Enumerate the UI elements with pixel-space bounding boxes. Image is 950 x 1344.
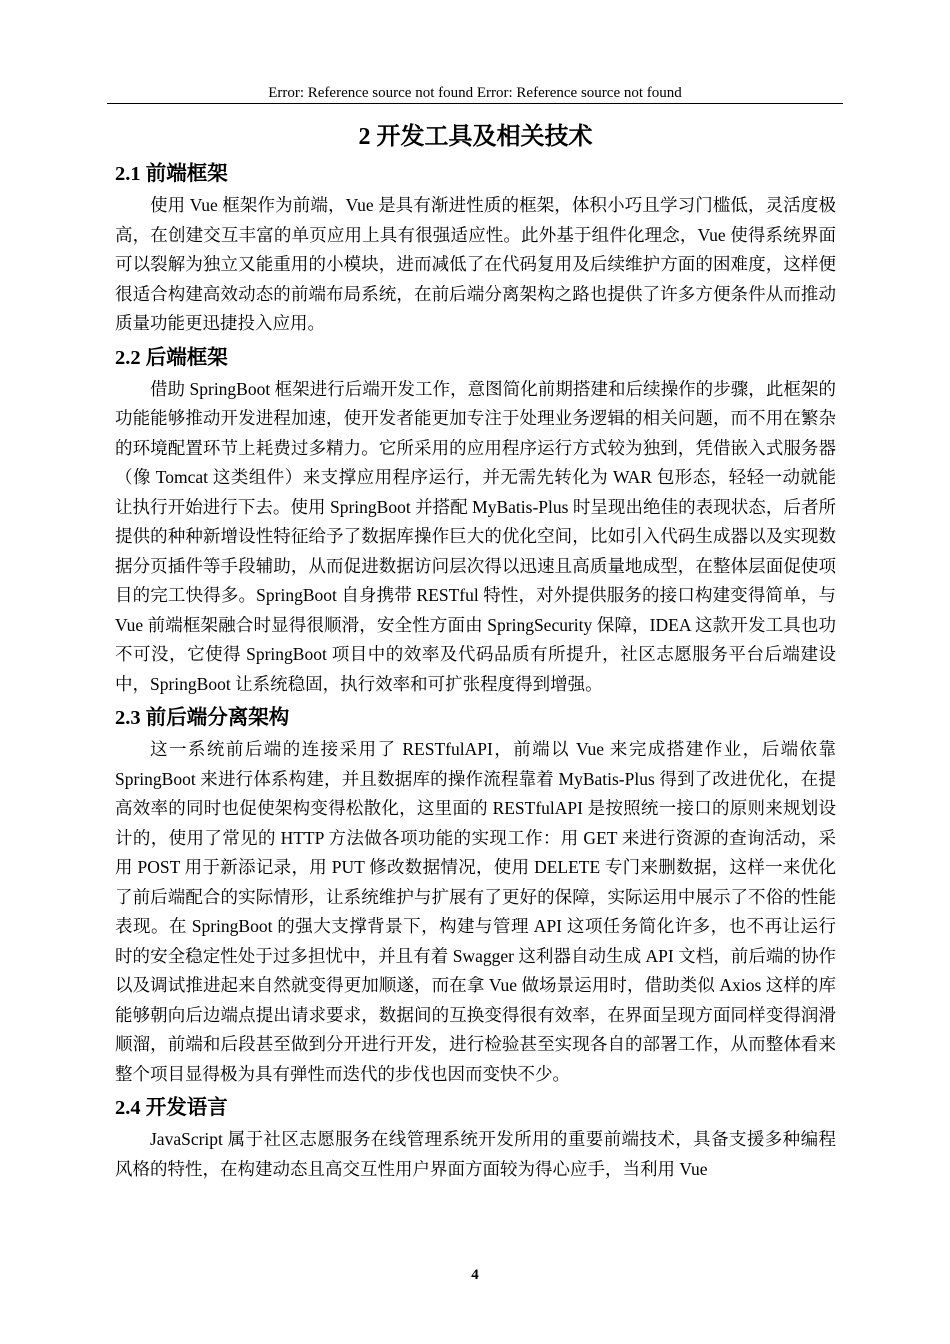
section-title-2-4: 2.4 开发语言 (115, 1097, 228, 1119)
section-2-1-paragraph: 使用 Vue 框架作为前端，Vue 是具有渐进性质的框架，体积小巧且学习门槛低，灵活度极高，在创建交互丰富的单页应用上具有很强适应性。此外基于组件化理念，Vue 使得系统界面可以裂解为独立又能重用的小模块，进而减低了在代码复用及后续维护方面的困难度，这样便很适合构建高效动态的前端布局系统，在前后端分离架构之路也提供了许多方便条件从而推动质量功能更迅捷投入应用。 (115, 195, 836, 333)
page-number: 4 (471, 1267, 479, 1283)
page-content (115, 120, 836, 1188)
page-header: Error: Reference source not found Error: Reference source not found (268, 85, 682, 101)
section-title-2-2: 2.2 后端框架 (115, 346, 228, 369)
section-2-3-paragraph: 这一系统前后端的连接采用了 RESTfulAPI，前端以 Vue 来完成搭建作业，后端依靠 SpringBoot 来进行体系构建，并且数据库的操作流程靠着 MyBatis-Plus 得到了改进优化，在提高效率的同时也促使架构变得松散化，这里面的 RESTfulAPI 是按照统一接口的原则来规划设计的，使用了常见的 HTTP 方法做各项功能的实现工作：用 GET 来进行资源的查询活动，采用 POST 用于新添记录，用 PUT 修改数据情况，使用 DELETE 专门来删数据，这样一来优化了前后端配合的实际情形，让系统维护与扩展有了更好的保障，实际运用中展示了不俗的性能表现。在 SpringBoot 的强大支撑背景下，构建与管理 API 这项任务简化许多，也不再让运行时的安全稳定性处于过多担忧中，并且有着 Swagger 这利器自动生成 API 文档，前后端的协作以及调试推进起来自然就变得更加顺遂，而在拿 Vue 做场景运用时，借助类似 Axios 这样的库能够朝向后边端点提出请求要求，数据间的互换变得很有效率，在界面呈现方面同样变得润滑顺溜，前端和后段甚至做到分开进行开发，进行检验甚至实现各自的部署工作，从而整体看来整个项目显得极为具有弹性而迭代的步伐也因而变快不少。 (115, 739, 836, 1084)
chapter-title: 2 开发工具及相关技术 (358, 124, 593, 150)
section-2-2-paragraph: 借助 SpringBoot 框架进行后端开发工作，意图简化前期搭建和后续操作的步骤，此框架的功能能够推动开发进程加速，使开发者能更加专注于处理业务逻辑的相关问题，而不用在繁杂的环境配置环节上耗费过多精力。它所采用的应用程序运行方式较为独到，凭借嵌入式服务器（像 Tomcat 这类组件）来支撑应用程序运行，并无需先转化为 WAR 包形态，轻轻一动就能让执行开始进行下去。使用 SpringBoot 并搭配 MyBatis-Plus 时呈现出绝佳的表现状态，后者所提供的种种新增设性特征给予了数据库操作巨大的优化空间，比如引入代码生成器以及实现数据分页插件等手段辅助，从而促进数据访问层次得以迅速且高质量地成型，在整体层面促使项目的完工快得多。SpringBoot 自身携带 RESTful 特性，对外提供服务的接口构建变得简单，与 Vue 前端框架融合时显得很顺滑，安全性方面由 SpringSecurity 保障，IDEA 这款开发工具也功不可没，它使得 SpringBoot 项目中的效率及代码品质有所提升，社区志愿服务平台后端建设中，SpringBoot 让系统稳固，执行效率和可扩张程度得到增强。 (115, 378, 836, 694)
section-title-2-3: 2.3 前后端分离架构 (115, 707, 290, 729)
section-title-2-1: 2.1 前端框架 (115, 163, 228, 185)
header-divider (107, 103, 843, 104)
section-2-4-paragraph: JavaScript 属于社区志愿服务在线管理系统开发所用的重要前端技术，具备支援多种编程风格的特性，在构建动态且高交互性用户界面方面较为得心应手，当利用 Vue (115, 1129, 836, 1179)
